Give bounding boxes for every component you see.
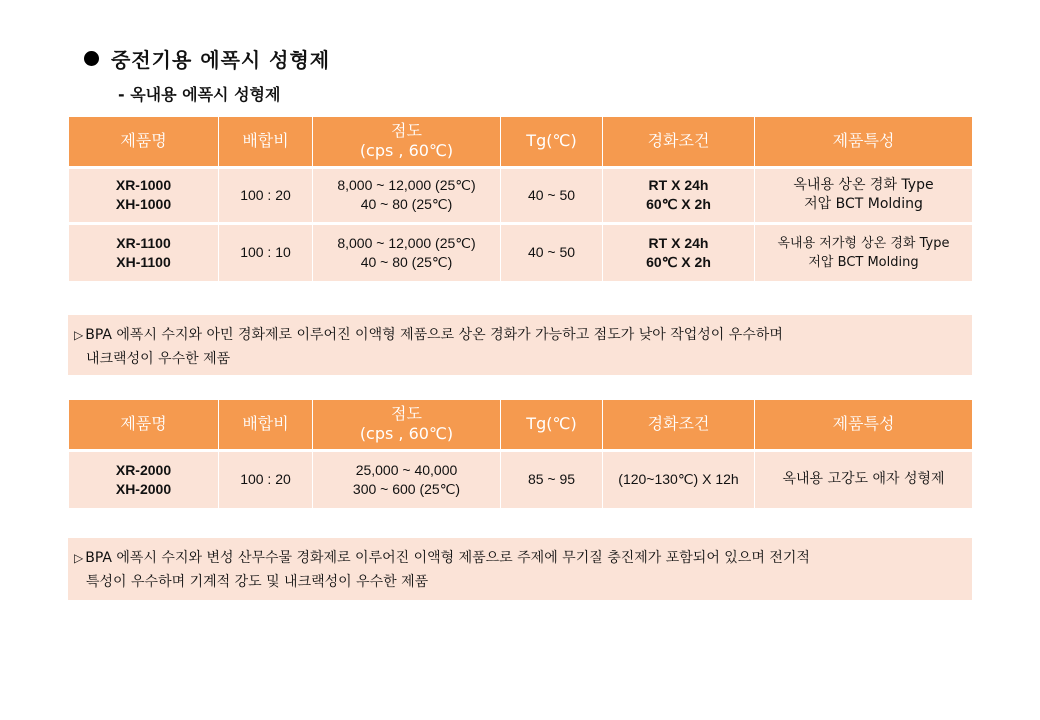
tg-cell: 85 ~ 95: [501, 450, 603, 508]
header-viscosity: [313, 400, 501, 450]
cure-condition-cell: [603, 223, 755, 281]
hardener-name: XH-2000: [115, 480, 172, 497]
product-table-2: [68, 400, 973, 508]
resin-viscosity: 8,000 ~ 12,000 (25℃): [337, 234, 476, 251]
feature-line-1: 옥내용 상온 경화 Type: [793, 177, 934, 193]
bullet-dot-icon: [84, 51, 99, 66]
page-title-text: 중전기용 에폭시 성형제: [111, 48, 331, 72]
mix-ratio-cell: 100 : 20: [219, 167, 313, 223]
hardener-name: XH-1000: [115, 196, 172, 212]
product-name-cell: [69, 223, 219, 281]
description-text-1: BPA 에폭시 수지와 아민 경화제로 이루어진 이액형 제품으로 상온 경화가 가능하고 점도가 낮아 작업성이 우수하며: [85, 327, 783, 343]
feature-cell: [755, 223, 973, 281]
header-tg: Tg(℃): [501, 400, 603, 450]
tg-cell: 40 ~ 50: [501, 167, 603, 223]
triangle-marker-icon: ▷: [74, 551, 84, 565]
header-viscosity-unit: (cps , 60℃): [359, 424, 454, 444]
header-viscosity-label: 점도: [391, 121, 422, 141]
mix-ratio-cell: 100 : 20: [219, 450, 313, 508]
table-row: [69, 223, 973, 281]
product-name-cell: [69, 167, 219, 223]
header-product-name: 제품명: [69, 400, 219, 450]
feature-line-2: 저압 BCT Molding: [804, 196, 923, 212]
cure-condition-cell: [603, 167, 755, 223]
header-mix-ratio: 배합비: [219, 400, 313, 450]
resin-name: XR-1100: [116, 234, 171, 251]
product-name-cell: [69, 450, 219, 508]
feature-line-1: 옥내용 저가형 상온 경화 Type: [777, 235, 950, 251]
hardener-viscosity: 40 ~ 80 (25℃): [360, 253, 453, 270]
description-line-1: [74, 546, 966, 570]
header-tg: Tg(℃): [501, 117, 603, 167]
header-product-feature: 제품특성: [755, 400, 973, 450]
header-viscosity: [313, 117, 501, 167]
hardener-viscosity: 40 ~ 80 (25℃): [360, 196, 453, 212]
tg-cell: 40 ~ 50: [501, 223, 603, 281]
page-title: [84, 44, 330, 73]
viscosity-cell: [313, 450, 501, 508]
header-product-name: 제품명: [69, 117, 219, 167]
header-cure-condition: 경화조건: [603, 117, 755, 167]
resin-viscosity: 25,000 ~ 40,000: [355, 461, 458, 478]
viscosity-cell: [313, 167, 501, 223]
product-description-2: [68, 538, 972, 600]
hardener-viscosity: 300 ~ 600 (25℃): [352, 480, 461, 497]
description-line-2: 특성이 우수하며 기계적 강도 및 내크랙성이 우수한 제품: [86, 574, 429, 590]
header-mix-ratio: 배합비: [219, 117, 313, 167]
mix-ratio-cell: 100 : 10: [219, 223, 313, 281]
description-text-1: BPA 에폭시 수지와 변성 산무수물 경화제로 이루어진 이액형 제품으로 주제에 무기질 충진제가 포함되어 있으며 전기적: [85, 550, 810, 566]
viscosity-cell: [313, 223, 501, 281]
feature-cell: 옥내용 고강도 애자 성형제: [755, 450, 973, 508]
hardener-name: XH-1100: [116, 253, 171, 270]
table-row: [69, 450, 973, 508]
feature-line-2: 저압 BCT Molding: [808, 254, 919, 270]
feature-cell: [755, 167, 973, 223]
table-header-row: [69, 400, 973, 450]
resin-name: XR-2000: [115, 461, 172, 478]
cure-condition-1: RT X 24h: [648, 234, 709, 251]
resin-name: XR-1000: [115, 177, 172, 193]
description-line-1: [74, 323, 966, 347]
section-subtitle: - 옥내용 에폭시 성형제: [118, 85, 281, 104]
table-row: [69, 167, 973, 223]
triangle-marker-icon: ▷: [74, 328, 84, 342]
cure-condition-cell: (120~130℃) X 12h: [603, 450, 755, 508]
table-header-row: [69, 117, 973, 167]
header-cure-condition: 경화조건: [603, 400, 755, 450]
cure-condition-2: 60℃ X 2h: [646, 196, 711, 212]
header-viscosity-label: 점도: [391, 404, 422, 424]
cure-condition-2: 60℃ X 2h: [646, 253, 711, 270]
product-description-1: [68, 315, 972, 375]
header-product-feature: 제품특성: [755, 117, 973, 167]
cure-condition-1: RT X 24h: [648, 177, 709, 193]
header-viscosity-unit: (cps , 60℃): [359, 141, 454, 161]
resin-viscosity: 8,000 ~ 12,000 (25℃): [337, 177, 476, 193]
product-table-1: [68, 117, 973, 281]
description-line-2: 내크랙성이 우수한 제품: [86, 351, 231, 367]
